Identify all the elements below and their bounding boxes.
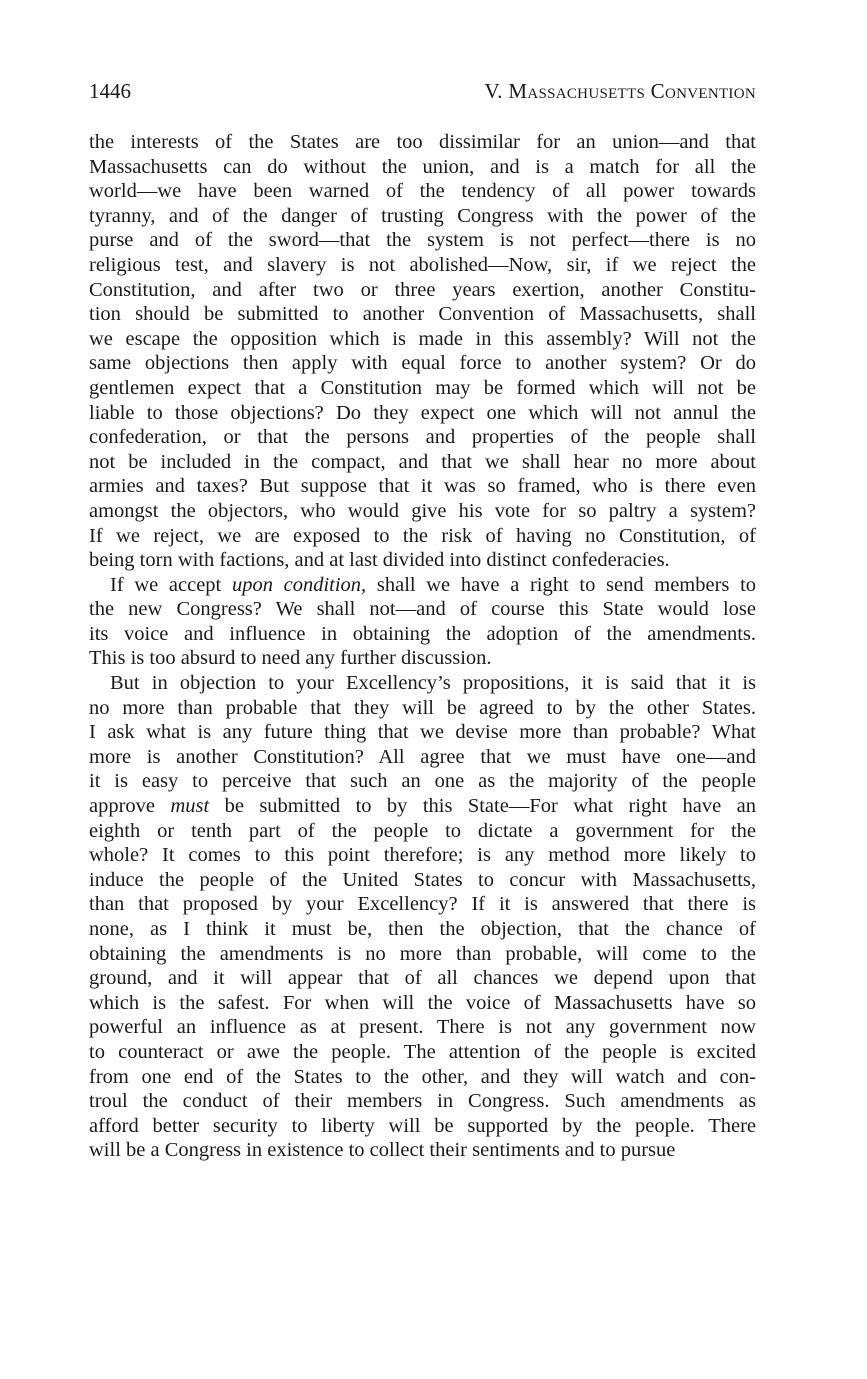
running-head — [89, 76, 756, 106]
text-line — [89, 425, 756, 450]
text-line — [89, 351, 756, 376]
text-line — [89, 769, 756, 794]
text-run: world—we have been warned of the tendency of all power towards — [89, 180, 756, 203]
text-line — [89, 401, 756, 426]
text-line — [89, 696, 756, 721]
text-run: it is easy to perceive that such an one as the majority of the people — [89, 770, 756, 793]
text-run: shall we have a right to send members to — [366, 573, 757, 596]
page — [89, 76, 756, 1163]
text-run: being torn with factions, and at last divided into distinct confederacies. — [89, 549, 670, 572]
text-run: gentlemen expect that a Constitution may be formed which will not be — [89, 376, 756, 399]
text-line — [89, 302, 756, 327]
text-line — [89, 278, 756, 303]
text-line — [89, 155, 756, 180]
text-run: If we reject, we are exposed to the risk of having no Constitution, of — [89, 524, 756, 547]
text-line — [89, 204, 756, 229]
text-run: the new Congress? We shall not—and of course this State would lose — [89, 598, 756, 621]
text-line — [89, 253, 756, 278]
text-line — [89, 622, 756, 647]
text-run: which is the safest. For when will the voice of Massachusetts have so — [89, 991, 756, 1014]
text-run: same objections then apply with equal force to another system? Or do — [89, 352, 756, 375]
text-run: its voice and influence in obtaining the adoption of the amendments. — [89, 622, 756, 645]
text-line — [89, 524, 756, 549]
body-text — [89, 130, 756, 1163]
text-run: armies and taxes? But suppose that it was so framed, who is there even — [89, 475, 756, 498]
text-run: Constitution, and after two or three years exertion, another Constitu- — [89, 278, 756, 301]
text-run: tion should be submitted to another Convention of Massachusetts, shall — [89, 303, 756, 326]
text-run: induce the people of the United States to concur with Massachusetts, — [89, 868, 756, 891]
text-run: This is too absurd to need any further discussion. — [89, 647, 492, 670]
text-line — [89, 720, 756, 745]
text-line — [89, 548, 756, 573]
text-run: Massachusetts can do without the union, and is a match for all the — [89, 155, 756, 178]
section-title: V. Massachusetts Convention — [484, 79, 756, 103]
italic-text: upon condition, — [231, 573, 367, 596]
text-line — [89, 892, 756, 917]
text-line — [89, 450, 756, 475]
text-line — [89, 1089, 756, 1114]
text-run: troul the conduct of their members in Congress. Such amendments as — [89, 1090, 756, 1113]
text-run: to counteract or awe the people. The attention of the people is excited — [89, 1040, 756, 1063]
text-run: liable to those objections? Do they expect one which will not annul the — [89, 401, 756, 424]
text-line — [89, 991, 756, 1016]
text-line — [89, 179, 756, 204]
paragraph — [89, 671, 756, 1163]
text-line — [89, 1114, 756, 1139]
page-number: 1446 — [89, 79, 131, 103]
text-line — [89, 1040, 756, 1065]
text-run: eighth or tenth part of the people to dictate a government for the — [89, 819, 756, 842]
text-line — [89, 474, 756, 499]
text-run: religious test, and slavery is not abolished—Now, sir, if we reject the — [89, 253, 756, 276]
text-line — [89, 745, 756, 770]
paragraph — [89, 573, 756, 671]
text-line — [89, 646, 756, 671]
text-line — [89, 499, 756, 524]
text-line — [89, 819, 756, 844]
text-line — [89, 597, 756, 622]
text-run: afford better security to liberty will be supported by the people. There — [89, 1114, 756, 1137]
text-run: approve — [89, 795, 171, 818]
text-run: I ask what is any future thing that we devise more than probable? What — [89, 721, 756, 744]
text-run: amongst the objectors, who would give his vote for so paltry a system? — [89, 499, 756, 522]
text-run: the interests of the States are too dissimilar for an union—and that — [89, 131, 756, 153]
text-run: But in objection to your Excellency’s propositions, it is said that it is — [110, 672, 756, 695]
text-line — [89, 1015, 756, 1040]
text-run: If we accept — [110, 573, 232, 596]
text-line — [89, 327, 756, 352]
text-line — [89, 671, 756, 696]
text-run: not be included in the compact, and that we shall hear no more about — [89, 450, 756, 473]
text-line — [89, 942, 756, 967]
text-run: none, as I think it must be, then the objection, that the chance of — [89, 918, 756, 940]
text-line — [89, 1138, 756, 1163]
italic-text: must — [170, 795, 210, 818]
text-run: ground, and it will appear that of all chances we depend upon that — [89, 967, 756, 990]
text-run: tyranny, and of the danger of trusting Congress with the power of the — [89, 204, 756, 227]
text-line — [89, 376, 756, 401]
text-run: be submitted to by this State—For what right have an — [209, 795, 757, 818]
text-line — [89, 228, 756, 253]
text-line — [89, 843, 756, 868]
text-line — [89, 917, 756, 942]
text-line — [89, 966, 756, 991]
text-line — [89, 794, 756, 819]
text-line — [89, 868, 756, 893]
paragraph — [89, 130, 756, 573]
text-run: we escape the opposition which is made in this assembly? Will not the — [89, 327, 756, 350]
text-run: from one end of the States to the other, and they will watch and con- — [89, 1065, 756, 1088]
text-line — [89, 573, 756, 598]
text-run: whole? It comes to this point therefore; is any method more likely to — [89, 844, 756, 867]
text-run: than that proposed by your Excellency? If it is answered that there is — [89, 893, 756, 916]
text-run: no more than probable that they will be agreed to by the other States. — [89, 696, 756, 719]
text-line — [89, 1065, 756, 1090]
text-run: obtaining the amendments is no more than probable, will come to the — [89, 942, 756, 965]
text-run: purse and of the sword—that the system is not perfect—there is no — [89, 229, 756, 252]
text-line — [89, 130, 756, 155]
text-run: more is another Constitution? All agree that we must have one—and — [89, 745, 756, 768]
text-run: will be a Congress in existence to collect their sentiments and to pursue — [89, 1139, 676, 1162]
text-run: powerful an influence as at present. There is not any government now — [89, 1016, 756, 1039]
text-run: confederation, or that the persons and properties of the people shall — [89, 426, 756, 449]
